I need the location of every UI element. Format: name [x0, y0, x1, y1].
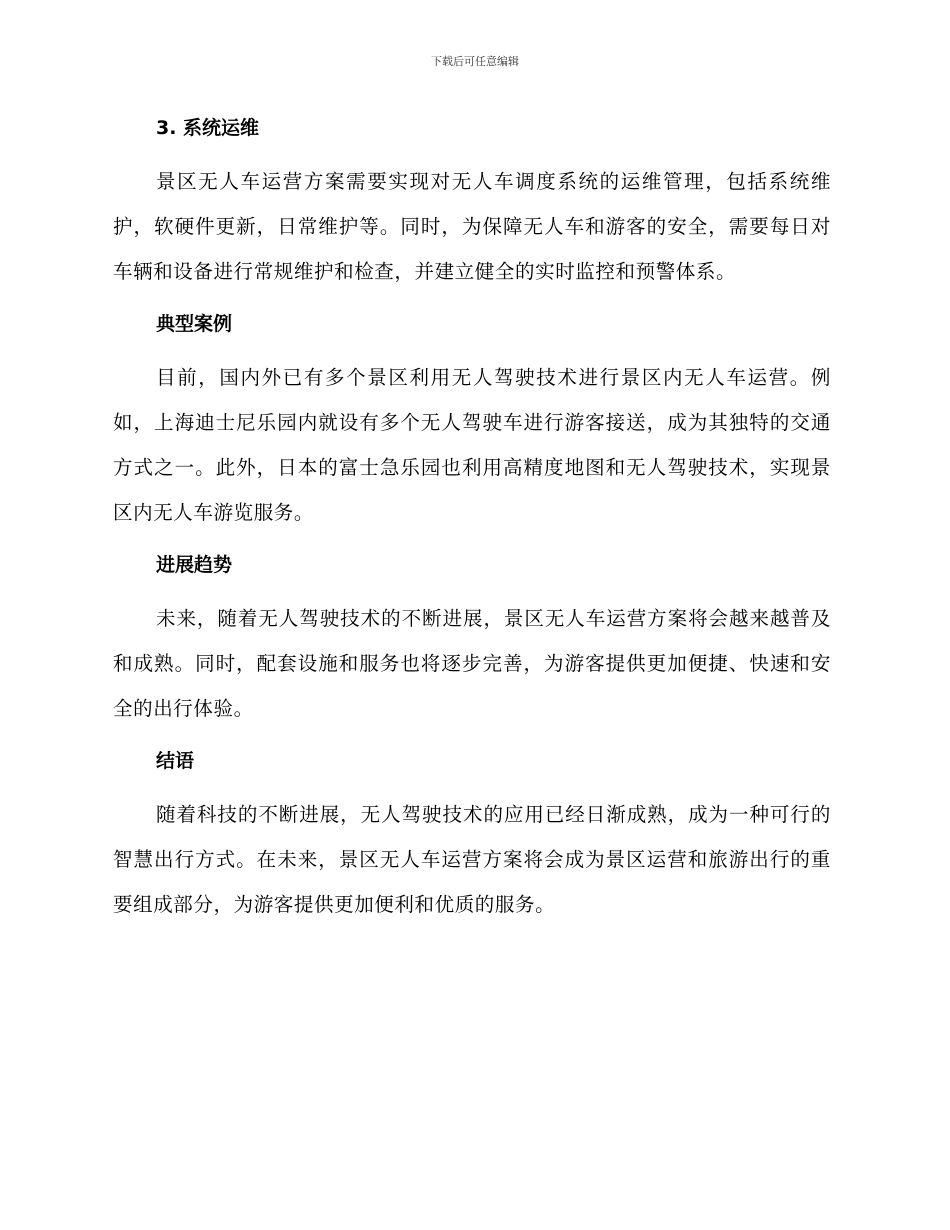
- document-body: [113, 110, 831, 939]
- section-trends: [113, 547, 831, 731]
- section-paragraph: 未来，随着无人驾驶技术的不断进展，景区无人车运营方案将会越来越普及和成熟。同时，配套设施和服务也将逐步完善，为游客提供更加便捷、快速和安全的出行体验。: [113, 607, 831, 720]
- section-paragraph: 目前，国内外已有多个景区利用无人驾驶技术进行景区内无人车运营。例如，上海迪士尼乐园内就设有多个无人驾驶车进行游客接送，成为其独特的交通方式之一。此外，日本的富士急乐园也利用高精度地图和无人驾驶技术，实现景区内无人车游览服务。: [113, 366, 831, 524]
- section-heading: 进展趋势: [156, 554, 233, 576]
- section-conclusion: [113, 743, 831, 927]
- section-heading: 3. 系统运维: [156, 117, 260, 139]
- section-heading: 典型案例: [156, 313, 233, 335]
- section-typical-cases: [113, 306, 831, 535]
- section-heading: 结语: [156, 750, 195, 772]
- section-paragraph: 随着科技的不断进展，无人驾驶技术的应用已经日渐成熟，成为一种可行的智慧出行方式。在未来，景区无人车运营方案将会成为景区运营和旅游出行的重要组成部分，为游客提供更加便利和优质的服务。: [113, 803, 831, 916]
- section-system-maintenance: [113, 110, 831, 294]
- section-paragraph: 景区无人车运营方案需要实现对无人车调度系统的运维管理，包括系统维护，软硬件更新，日常维护等。同时，为保障无人车和游客的安全，需要每日对车辆和设备进行常规维护和检查，并建立健全的实时监控和预警体系。: [113, 170, 831, 283]
- page-header-note: 下载后可任意编辑: [431, 55, 519, 68]
